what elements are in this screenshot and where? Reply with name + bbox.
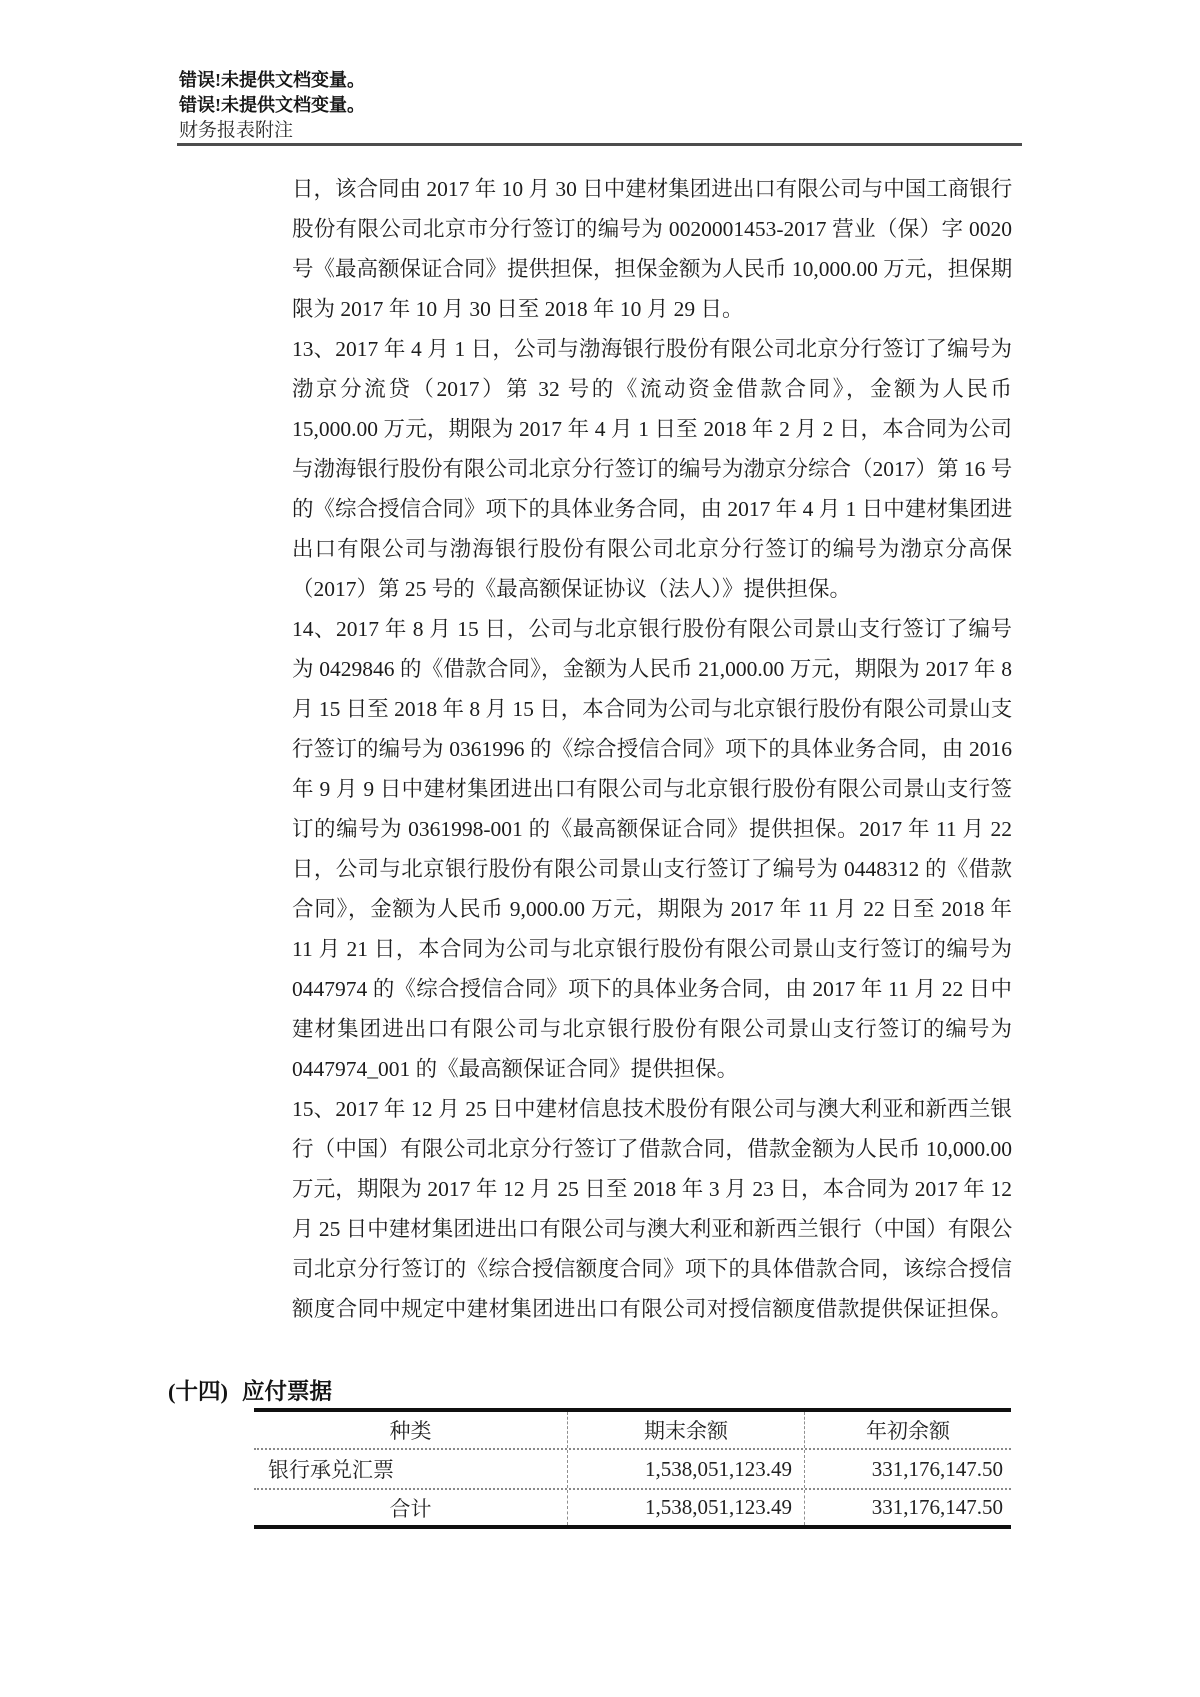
section-heading	[168, 1374, 332, 1406]
body-line: 限为 2017 年 10 月 30 日至 2018 年 10 月 29 日。	[292, 297, 744, 321]
body-line: 0447974 的《综合授信合同》项下的具体业务合同，由 2017 年 11 月 22 日中	[292, 977, 1012, 1001]
body-line: 的《综合授信合同》项下的具体业务合同，由 2017 年 4 月 1 日中建材集团进	[292, 497, 1012, 521]
table-header-beginning-balance: 年初余额	[804, 1412, 1011, 1448]
header-error-line-2: 错误!未提供文档变量。	[179, 95, 365, 115]
body-text	[292, 169, 1012, 1329]
row-category: 银行承兑汇票	[268, 1458, 394, 1482]
body-line: 行（中国）有限公司北京分行签订了借款合同，借款金额为人民币 10,000.00	[292, 1137, 1012, 1161]
body-line: 建材集团进出口有限公司与北京银行股份有限公司景山支行签订的编号为	[292, 1017, 1012, 1041]
body-line: 13、2017 年 4 月 1 日，公司与渤海银行股份有限公司北京分行签订了编号为	[292, 337, 1012, 361]
row-ending-balance: 1,538,051,123.49	[567, 1450, 804, 1488]
table-header-row	[254, 1412, 1011, 1450]
body-line: 年 9 月 9 日中建材集团进出口有限公司与北京银行股份有限公司景山支行签	[292, 777, 1012, 801]
total-ending-balance: 1,538,051,123.49	[567, 1490, 804, 1525]
body-line: （2017）第 25 号的《最高额保证协议（法人）》提供担保。	[292, 577, 852, 601]
body-line: 15,000.00 万元，期限为 2017 年 4 月 1 日至 2018 年 2 月 2 日，本合同为公司	[292, 417, 1012, 441]
notes-payable-table	[254, 1408, 1011, 1529]
total-label: 合计	[389, 1496, 432, 1521]
body-line: 出口有限公司与渤海银行股份有限公司北京分行签订的编号为渤京分高保	[292, 537, 1012, 561]
header-divider	[177, 143, 1022, 146]
section-number: (十四)	[168, 1379, 228, 1404]
body-line: 订的编号为 0361998-001 的《最高额保证合同》提供担保。2017 年 11 月 22	[292, 817, 1012, 841]
body-line: 15、2017 年 12 月 25 日中建材信息技术股份有限公司与澳大利亚和新西兰银	[292, 1097, 1012, 1121]
body-line: 司北京分行签订的《综合授信额度合同》项下的具体借款合同，该综合授信	[292, 1257, 1012, 1281]
body-line: 0447974_001 的《最高额保证合同》提供担保。	[292, 1057, 739, 1081]
body-line: 行签订的编号为 0361996 的《综合授信合同》项下的具体业务合同，由 2016	[292, 737, 1012, 761]
table-header-category: 种类	[389, 1419, 432, 1443]
body-line: 日，该合同由 2017 年 10 月 30 日中建材集团进出口有限公司与中国工商银行	[292, 177, 1012, 201]
header-subtitle: 财务报表附注	[179, 120, 294, 141]
body-line: 14、2017 年 8 月 15 日，公司与北京银行股份有限公司景山支行签订了编号	[292, 617, 1012, 641]
header-error-line-1: 错误!未提供文档变量。	[179, 70, 365, 90]
body-line: 合同》，金额为人民币 9,000.00 万元，期限为 2017 年 11 月 22 日至 2018 年	[292, 897, 1012, 921]
section-title: 应付票据	[242, 1379, 333, 1404]
row-beginning-balance: 331,176,147.50	[804, 1450, 1011, 1488]
document-header	[179, 68, 365, 143]
body-line: 渤京分流贷（2017）第 32 号的《流动资金借款合同》，金额为人民币	[292, 377, 1012, 401]
total-beginning-balance: 331,176,147.50	[804, 1490, 1011, 1525]
body-line: 与渤海银行股份有限公司北京分行签订的编号为渤京分综合（2017）第 16 号	[292, 457, 1012, 481]
body-line: 为 0429846 的《借款合同》，金额为人民币 21,000.00 万元，期限为 2017 年 8	[292, 657, 1012, 681]
body-line: 日，公司与北京银行股份有限公司景山支行签订了编号为 0448312 的《借款	[292, 857, 1012, 881]
table-row	[254, 1450, 1011, 1490]
table-total-row	[254, 1490, 1011, 1525]
table-header-ending-balance: 期末余额	[567, 1412, 804, 1448]
body-line: 月 15 日至 2018 年 8 月 15 日，本合同为公司与北京银行股份有限公司景山支	[292, 697, 1012, 721]
body-line: 额度合同中规定中建材集团进出口有限公司对授信额度借款提供保证担保。	[292, 1297, 1012, 1321]
body-line: 11 月 21 日，本合同为公司与北京银行股份有限公司景山支行签订的编号为	[292, 937, 1012, 961]
body-line: 月 25 日中建材集团进出口有限公司与澳大利亚和新西兰银行（中国）有限公	[292, 1217, 1012, 1241]
body-line: 万元，期限为 2017 年 12 月 25 日至 2018 年 3 月 23 日，本合同为 2017 年 12	[292, 1177, 1012, 1201]
body-line: 号《最高额保证合同》提供担保，担保金额为人民币 10,000.00 万元，担保期	[292, 257, 1012, 281]
body-line: 股份有限公司北京市分行签订的编号为 0020001453-2017 营业（保）字 0020	[292, 217, 1012, 241]
